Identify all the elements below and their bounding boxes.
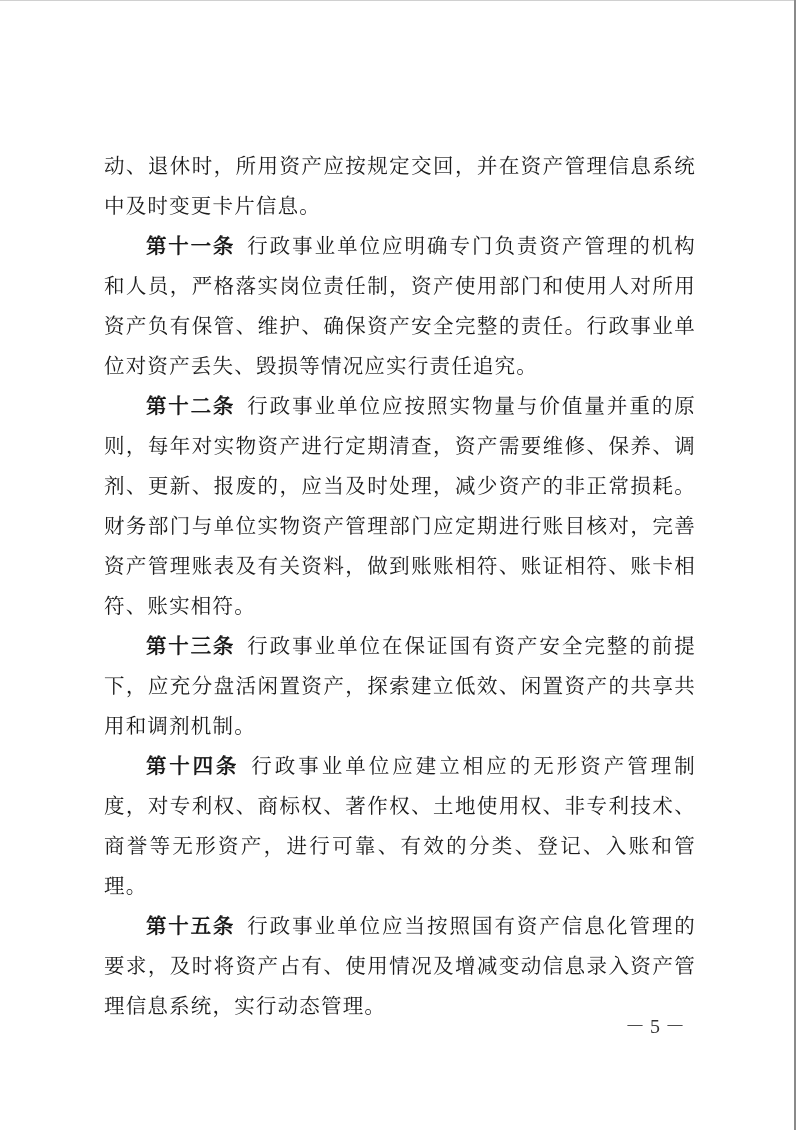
paragraph-text: 动、退休时，所用资产应按规定交回，并在资产管理信息系统中及时变更卡片信息。 [104,154,696,218]
page-top-edge [0,0,796,1]
article-13 [104,626,696,746]
article-15 [104,906,696,1026]
article-11 [104,226,696,386]
article-label: 第十二条 [146,394,236,418]
article-label: 第十五条 [146,914,236,938]
document-body [104,146,696,1026]
page-number: － 5 － [625,1016,685,1038]
article-12 [104,386,696,626]
article-label: 第十一条 [146,234,236,258]
article-text: 行政事业单位应当按照国有资产信息化管理的要求，及时将资产占有、使用情况及增减变动信息录入资产管理信息系统，实行动态管理。 [104,914,697,1018]
article-label: 第十四条 [146,754,240,778]
article-text: 行政事业单位应明确专门负责资产管理的机构和人员，严格落实岗位责任制，资产使用部门和使用人对所用资产负有保管、维护、确保资产安全完整的责任。行政事业单位对资产丢失、毁损等情况应实行责任追究。 [104,234,697,378]
article-text: 行政事业单位应建立相应的无形资产管理制度，对专利权、商标权、著作权、土地使用权、非专利技术、商誉等无形资产，进行可靠、有效的分类、登记、入账和管理。 [104,754,696,898]
article-text: 行政事业单位在保证国有资产安全完整的前提下，应充分盘活闲置资产，探索建立低效、闲置资产的共享共用和调剂机制。 [104,634,697,738]
paragraph-continuation [104,146,696,226]
article-label: 第十三条 [146,634,236,658]
article-14 [104,746,696,906]
article-text: 行政事业单位应按照实物量与价值量并重的原则，每年对实物资产进行定期清查，资产需要维修、保养、调剂、更新、报废的，应当及时处理，减少资产的非正常损耗。财务部门与单位实物资产管理部门应定期进行账目核对，完善资产管理账表及有关资料，做到账账相符、账证相符、账卡相符、账实相符。 [104,394,697,618]
